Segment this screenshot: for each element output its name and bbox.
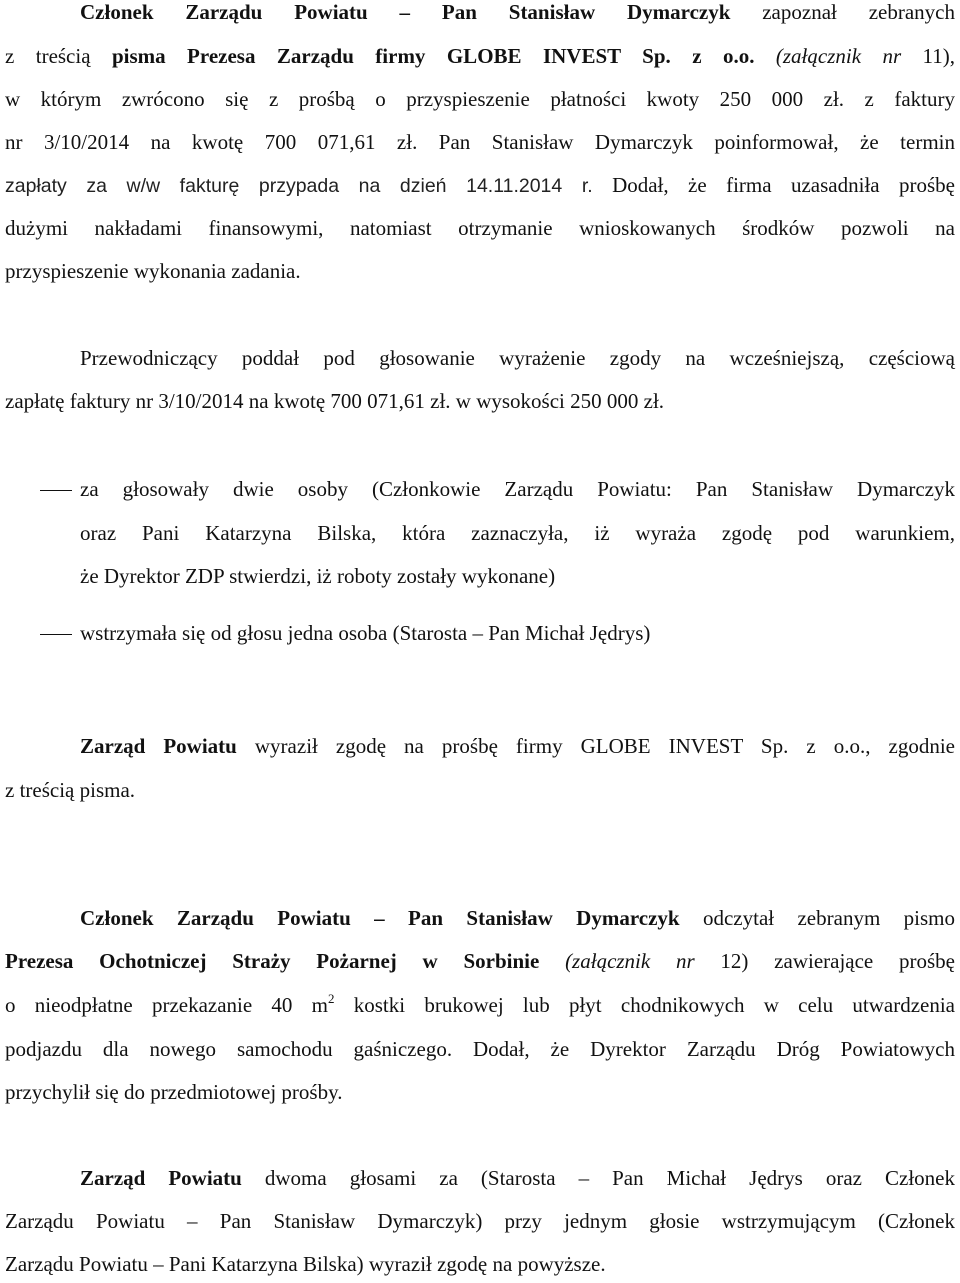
vote-for-line-1: za głosowały dwie osoby (Członkowie Zarządu Powiatu: Pan Stanisław Dymarczyk: [80, 477, 955, 501]
dash-bullet: [40, 634, 72, 635]
vote-abstain-line: wstrzymała się od głosu jedna osoba (Starosta – Pan Michał Jędrys): [80, 621, 651, 645]
p4-line-2: Prezesa Ochotniczej Straży Pożarnej w Sorbinie (załącznik nr 12) zawierające prośbę: [5, 949, 955, 973]
vote-for-line-2: oraz Pani Katarzyna Bilska, która zaznaczyła, iż wyraża zgodę pod warunkiem,: [80, 521, 955, 545]
attachment-ref: (załącznik nr: [565, 949, 695, 973]
superscript: 2: [328, 991, 335, 1006]
attachment-ref: (załącznik nr: [775, 44, 902, 68]
vote-for-line-3: że Dyrektor ZDP stwierdzi, iż roboty zostały wykonane): [80, 564, 556, 588]
fire-brigade-bold: Prezesa Ochotniczej Straży Pożarnej w Sorbinie: [5, 949, 540, 973]
p1-line-3: w którym zwrócono się z prośbą o przyspieszenie płatności kwoty 250 000 zł. z faktury: [5, 87, 955, 111]
p5-line-1: Zarząd Powiatu dwoma głosami za (Starosta – Pan Michał Jędrys oraz Członek: [80, 1166, 955, 1190]
p4-line-1: Członek Zarządu Powiatu – Pan Stanisław Dymarczyk odczytał zebranym pismo: [80, 906, 956, 930]
p3-line-1: Zarząd Powiatu wyraził zgodę na prośbę firmy GLOBE INVEST Sp. z o.o., zgodnie: [80, 734, 955, 758]
p5-line-2: Zarządu Powiatu – Pan Stanisław Dymarczyk) przy jednym głosie wstrzymującym (Członek: [5, 1209, 955, 1233]
p1-line-2: z treścią pisma Prezesa Zarządu firmy GLOBE INVEST Sp. z o.o. (załącznik nr 11),: [5, 44, 956, 68]
letter-title-bold: pisma Prezesa Zarządu firmy GLOBE INVEST Sp. z o.o.: [111, 44, 755, 68]
p2-line-2: zapłatę faktury nr 3/10/2014 na kwotę 700 071,61 zł. w wysokości 250 000 zł.: [5, 389, 665, 413]
p1-line-6: dużymi nakładami finansowymi, natomiast otrzymanie wnioskowanych środków pozwoli na: [5, 216, 955, 240]
p1-line-1: Członek Zarządu Powiatu – Pan Stanisław Dymarczyk zapoznał zebranych: [80, 0, 955, 24]
p5-line-3: Zarządu Powiatu – Pani Katarzyna Bilska) wyraził zgodę na powyższe.: [5, 1252, 606, 1276]
p1-line-4: nr 3/10/2014 na kwotę 700 071,61 zł. Pan Stanisław Dymarczyk poinformował, że termin: [5, 130, 955, 154]
board-bold: Zarząd Powiatu: [80, 1166, 242, 1190]
payment-date-text: zapłaty za w/w fakturę przypada na dzień 14.11.2014 r.: [5, 175, 593, 197]
p1-line-5: zapłaty za w/w fakturę przypada na dzień 14.11.2014 r. Dodał, że firma uzasadniła prośbę: [5, 173, 955, 197]
p4-line-5: przychylił się do przedmiotowej prośby.: [5, 1080, 343, 1104]
member-name-bold: Członek Zarządu Powiatu – Pan Stanisław Dymarczyk: [80, 906, 680, 930]
p2-line-1: Przewodniczący poddał pod głosowanie wyrażenie zgody na wcześniejszą, częściową: [80, 346, 955, 370]
p3-line-2: z treścią pisma.: [5, 778, 136, 802]
member-name-bold: Członek Zarządu Powiatu – Pan Stanisław Dymarczyk: [80, 0, 731, 24]
board-bold: Zarząd Powiatu: [80, 734, 237, 758]
p4-line-4: podjazdu dla nowego samochodu gaśniczego. Dodał, że Dyrektor Zarządu Dróg Powiatowych: [5, 1037, 955, 1061]
p4-line-3: o nieodpłatne przekazanie 40 $m^2$ kostki brukowej lub płyt chodnikowych w celu utwardzenia: [5, 991, 955, 1017]
p1-line-7: przyspieszenie wykonania zadania.: [5, 259, 301, 283]
dash-bullet: [40, 490, 72, 491]
